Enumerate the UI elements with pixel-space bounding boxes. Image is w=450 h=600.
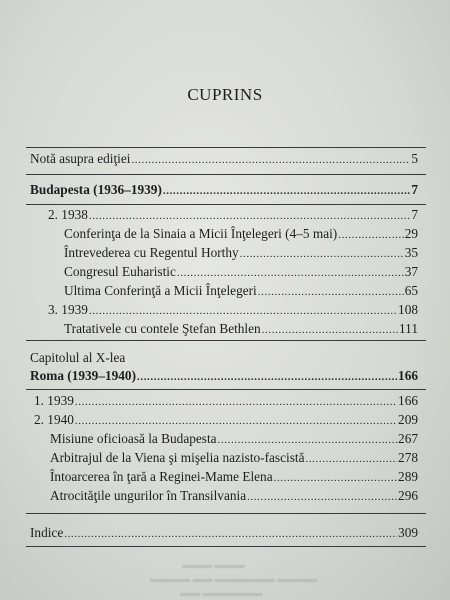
page-title: CUPRINS [187,85,263,104]
leader-dots [338,229,403,241]
toc-entry-label: Tratativele cu contele Ştefan Bethlen [64,321,261,336]
toc-entry-label: 3. 1939 [48,302,88,317]
toc-entry-label: Atrocităţile ungurilor în Transilvania [50,488,247,503]
leader-dots [75,415,397,427]
leader-dots [75,396,397,408]
divider [26,340,426,341]
toc-section-label: Budapesta (1936–1939) [30,182,162,197]
leader-dots [163,185,410,197]
leader-dots [240,248,404,260]
toc-entry [50,431,418,447]
leader-dots [218,434,398,446]
toc-entry-label: Întoarcerea în ţară a Reginei-Mame Elena [50,469,273,484]
toc-entry [50,488,418,504]
toc-entry-label: Misiune oficioasă la Budapesta [50,431,217,446]
toc-entry-page: 278 [398,450,418,465]
toc-entry-label: Arbitrajul de la Viena şi mişelia nazisto-fascistă [50,450,305,465]
toc-entry-page: 29 [404,226,418,241]
toc-entry-page: 37 [404,264,418,279]
toc-entry [64,283,418,299]
show-through-text: ▬▬ ▬▬▬▬▬▬ [180,588,263,599]
toc-entry-label: Congresul Euharistic [64,264,176,279]
toc-entry [50,469,418,485]
show-through-text: ▬▬▬▬ ▬▬ ▬▬▬▬▬▬ ▬▬▬▬ [150,574,318,585]
toc-entry [50,450,418,466]
toc-entry [64,226,418,242]
toc-entry-label: 2. 1940 [34,412,74,427]
leader-dots [247,491,397,503]
toc-entry [64,264,418,280]
leader-dots [64,528,397,540]
toc-entry [64,321,418,337]
toc-section-label: Roma (1939–1940) [30,368,136,383]
toc-entry-label: Notă asupra ediţiei [30,151,131,166]
toc-entry-label: Întrevederea cu Regentul Horthy [64,245,239,260]
chapter-label: Capitolul al X-lea [30,350,126,365]
toc-entry-page: 108 [398,302,418,317]
leader-dots [131,154,410,166]
toc-entry-indice [30,525,418,541]
toc-section-page: 7 [411,182,418,197]
toc-entry-nota [30,151,418,167]
toc-entry-page: 267 [398,431,418,446]
toc-entry-page: 289 [398,469,418,484]
divider [26,389,426,390]
leader-dots [89,210,410,222]
toc-entry-1939 [48,302,418,318]
leader-dots [137,371,397,383]
leader-dots [305,453,397,465]
divider-bottom [26,546,426,547]
toc-entry-1938 [48,207,418,223]
toc-entry-page: 65 [404,283,418,298]
toc-entry-page: 296 [398,488,418,503]
divider [26,513,426,514]
toc-section-budapesta [30,182,418,198]
leader-dots [258,286,404,298]
toc-section-page: 166 [398,368,418,383]
toc-entry-label: Conferinţa de la Sinaia a Micii Înţelegeri (4–5 mai) [64,226,338,241]
toc-entry-page: 35 [404,245,418,260]
toc-entry-page: 309 [398,525,418,540]
toc-entry-label: Ultima Conferinţă a Micii Înţelegeri [64,283,257,298]
leader-dots [262,324,398,336]
toc-entry-page: 209 [398,412,418,427]
divider [26,204,426,205]
toc-entry-label: 1. 1939 [34,393,74,408]
leader-dots [177,267,404,279]
toc-entry-page: 5 [411,151,418,166]
toc-entry-page: 111 [399,321,418,336]
toc-entry-label: 2. 1938 [48,207,88,222]
toc-entry-page: 166 [398,393,418,408]
divider [26,174,426,175]
toc-entry-page: 7 [411,207,418,222]
leader-dots [89,305,397,317]
divider-top [26,147,426,148]
toc-entry-1939-roma [34,393,418,409]
leader-dots [274,472,397,484]
toc-entry-label: Indice [30,525,64,540]
show-through-text: ▬▬▬ ▬▬▬ [182,560,245,571]
toc-entry-1940 [34,412,418,428]
toc-section-roma [30,368,418,384]
toc-entry [64,245,418,261]
